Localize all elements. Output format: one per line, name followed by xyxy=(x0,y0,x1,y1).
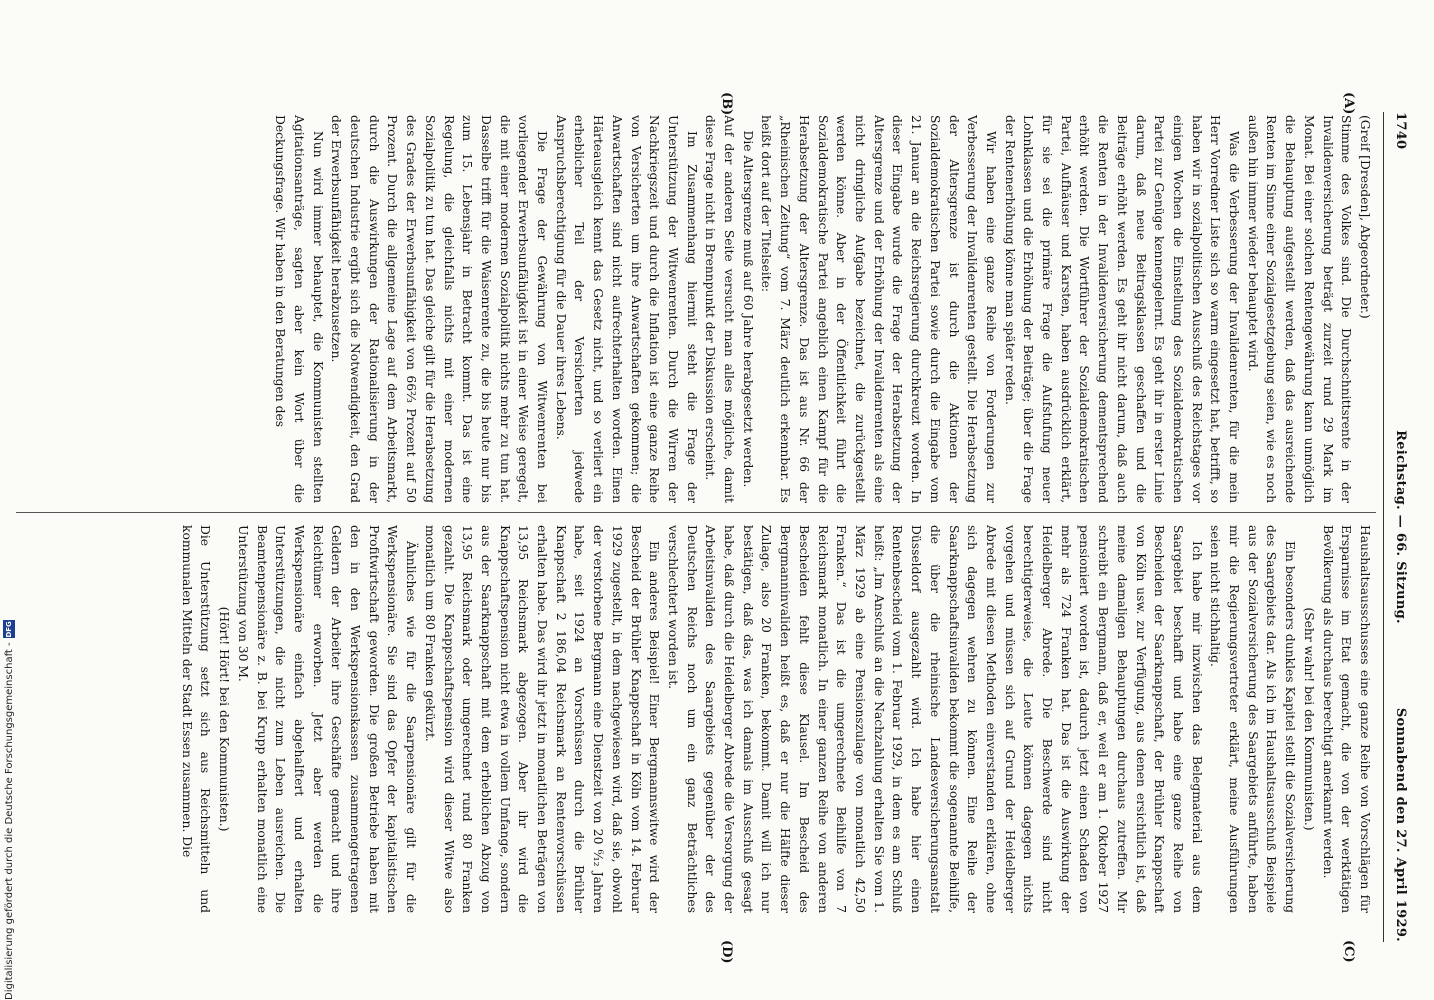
margin-marker-a: (A) xyxy=(1341,92,1356,115)
digitization-note xyxy=(2,10,16,1000)
paragraph: Ich habe mir inzwischen das Belegmaterial aus dem Saargebiet beschafft und habe eine ganze Reihe von Bescheiden der Saarknappschaft, der Brühler Knappschaft von Köln usw. zur Verfügung, aus denen ersichtlich ist, daß meine damaligen Behauptungen durchaus zutreffen. Mir schreibt ein Bergmann, daß er, weil er am 1. Oktober 1927 pensioniert worden ist, dadurch jetzt einen Schaden von mehr als 724 Franken hat. Das ist die Auswirkung der Heidelberger Abrede. Die Beschwerde sind nicht berechtigterweise, die Leute können dagegen nichts vorgehen und müssen sich auf Grund der Heidelberger Abrede mit diesen Methoden einverstanden erklären, ohne sich dagegen wehren zu können. Eine Reihe der Saarknappschaftsinvaliden bekommt die sogenannte Beihilfe, die über die rheinische Landesversicherungsanstalt Düsseldorf ausgezahlt wird. Ich habe hier einen Rentenbescheid vom 1. Februar 1929, in dem es am Schluß heißt: „Im Anschluß an die Nachzahlung erhalten Sie vom 1. März 1929 ab eine Pensionszulage von monatlich 42,50 Franken.“ Das ist die umgerechnete Beihilfe von 7 Reichsmark monatlich. In einer ganzen Reihe von anderen Bescheiden fehlt diese Klausel. Im Bescheid des Bergmanninvaliden heißt es, daß er nur die Hälfte dieser Zulage, also 20 Franken, bekommt. Damit will ich nur bestätigen, daß das, was ich damals im Ausschuß gesagt habe, daß durch die Heidelberger Abrede die Versorgung der Arbeitsinvaliden des Saargebiets gegenüber der des Deutschen Reichs noch um ein ganz Beträchtliches verschlechtert worden ist. xyxy=(665,525,1204,913)
column-divider xyxy=(16,512,1376,513)
margin-marker-c: (C) xyxy=(1341,940,1356,963)
header-date: Sonnabend den 27. April 1929. xyxy=(1393,707,1408,942)
paragraph: Wir haben eine ganze Reihe von Forderungen zur Verbesserung der Invalidenrenten gestellt. Die Herabsetzung der Altersgrenze ist durch die Aktionen der Sozialdemokratischen Partei sowie durch die Eingabe vom 21. Januar an die Reichsregierung durchkreuzt worden. In dieser Eingabe wurde die Frage der Herabsetzung der Altersgrenze und der Erhöhung der Invalidenrenten als eine nicht dringliche Aufgabe bezeichnet, die zurückgestellt werden könne. Aber in der Öffentlichkeit führt die Sozialdemokratische Partei angeblich einen Kampf für die Herabsetzung der Altersgrenze. Das ist aus Nr. 66 der „Rheinischen Zeitung“ vom 7. März deutlich erkennbar. Es heißt dort auf der Titelseite: xyxy=(759,115,998,503)
margin-marker-b: (B) xyxy=(719,92,734,116)
page-number: 1740 xyxy=(1393,112,1408,150)
header-title: Reichstag. — 66. Sitzung. xyxy=(1393,430,1408,624)
paragraph: Die Frage der Gewährung von Witwenrenten bei vorliegender Erwerbsunfähigkeit ist in einer Weise geregelt, die mit einer modernen Sozialpolitik nichts mehr zu tun hat. Dasselbe trifft für die Waisenrente zu, die bis heute nur bis zum 15. Lebensjahr in Betracht kommt. Das ist eine Regelung, die gleichfalls nichts mit einer modernen Sozialpolitik zu tun hat. Das gleiche gilt für die Herabsetzung des Grades der Erwerbsunfähigkeit von 66⅔ Prozent auf 50 Prozent. Durch die allgemeine Lage auf dem Arbeitsmarkt, durch die Auswirkungen der Rationalisierung in der deutschen Industrie ergibt sich die Notwendigkeit, den Grad der Erwerbsunfähigkeit herabzusetzen. xyxy=(329,115,550,503)
right-column xyxy=(14,525,1374,913)
quote: Die Altersgrenze muß auf 60 Jahre herabgesetzt werden. xyxy=(740,130,755,488)
dfg-logo: DFG xyxy=(5,621,13,638)
paragraph: Ein anderes Beispiel! Einer Bergmannswitwe wird der Bescheid der Brühler Knappschaft in Köln vom 14. Februar 1929 zugestellt, in dem nachgewiesen wird, daß sie, obwohl der verstorbene Bergmann eine Dienstzeit von 20 ⁶⁄₁₂ Jahren habe, seit 1924 an Vorschüssen durch die Brühler Knappschaft 2 186,04 Reichsmark an Rentenvorschüssen erhalten habe. Das wird ihr jetzt in monatlichen Beträgen von 13,95 Reichsmark abgezogen. Aber ihr wird die Knappschaftspension nicht etwa in vollem Umfange, sondern aus der Saarknappschaft mit dem erheblichen Abzug von 13,95 Reichsmark oder umgerechnet rund 80 Franken gezahlt. Die Knappschaftspension wird dieser Witwe also monatlich um 80 Franken gekürzt. xyxy=(422,525,662,913)
paragraph: Haushaltsausschusses eine ganze Reihe von Vorschlägen für Ersparnisse im Etat gemacht, die von der werktätigen Bevölkerung als durchaus berechtigt anerkannt werden. xyxy=(1320,525,1372,913)
paragraph: Die Unterstützung setzt sich aus Reichsmitteln und kommunalen Mitteln der Stadt Essen zusammen. Die xyxy=(179,525,213,913)
paragraph: Was die Verbesserung der Invalidenrenten, für die mein Herr Vorredner Liste sich so warm eingesetzt hat, betrifft, so haben wir in sozialpolitischen Ausschuß des Reichstages vor einigen Wochen die Einstellung des Sozialdemokratischen Partei zur Genüge kennengelernt. Es geht ihr in erster Linie darum, daß neue Beitragsklassen geschaffen und die Beiträge erhöht werden. Es geht ihr nicht darum, daß auch die Renten in der Invalidenversicherung dementsprechend erhöht werden. Die Wortführer der Sozialdemokratischen Partei, Aufhäuser und Karsten, haben ausdrücklich erklärt, für sie sei die primäre Frage die Aufstufung neuer Lohnklassen und die Erhöhung der Beiträge; über die Frage der Rentenerhöhung könne man später reden. xyxy=(1002,115,1242,503)
interjection: (Hört! Hört! bei den Kommunisten.) xyxy=(217,606,232,832)
left-column xyxy=(14,115,1374,503)
paragraph: (Greif [Dresden], Abgeordneter.) xyxy=(1358,115,1372,319)
header-rule xyxy=(1383,112,1384,942)
margin-marker-d: (D) xyxy=(719,940,734,964)
paragraph: Auf der anderen Seite versucht man alles mögliche, damit diese Frage nicht in Brennpunkt der Diskussion erscheint. xyxy=(703,115,737,503)
paragraph: Nun wird immer behauptet, die Kommunisten stellten Agitationsanträge, sagten aber kein Wort über die Deckungsfrage. Wir haben in den Beratungen des xyxy=(273,115,325,503)
paragraph: Ein besonders dunkles Kapitel stellt die Sozialversicherung des Saargebiets dar. Als ich im Haushaltsausschuß Beispiele aus der Sozialversicherung des Saargebiets anführte, haben mir die Regierungsvertreter erklärt, meine Ausführungen seien nicht stichhaltig. xyxy=(1208,525,1298,913)
page-header xyxy=(1384,112,1408,942)
paragraph: Ähnliches wie für die Saarpensionäre gilt für die Werkspensionäre. Sie sind das Opfer der kapitalistischen Profitwirtschaft geworden. Die großen Betriebe haben mit den in den Werkspensionskassen zusammengetragenen Geldern der Arbeiter ihre Geschäfte gemacht und ihre Reichtümer erworben. Jetzt aber werden die Werkspensionäre einfach abgehalftert und erhalten Unterstützungen, die nicht zum Leben ausreichen. Die Beamtenpensionäre z. B. bei Krupp erhalten monatlich eine Unterstützung von 30 M. xyxy=(235,525,419,913)
paragraph: Im Zusammenhang hiermit steht die Frage der Unterstützung der Witwenrenten. Durch die Wirren der Nachkriegszeit und durch die Inflation ist eine ganze Reihe von Versicherten um ihre Anwartschaften gekommen; die Anwartschaften sind nicht aufrechterhalten worden. Einen Härteausgleich kennt das Gesetz nicht, und so verliert ein erheblicher Teil der Versicherten jedwede Anspruchsberechtigung für die Dauer ihres Lebens. xyxy=(553,115,699,503)
interjection: (Sehr wahr! bei den Kommunisten.) xyxy=(1301,607,1316,831)
paragraph: Stimme des Volkes sind. Die Durchschnittsrente in der Invalidenversicherung beträgt zurzeit rund 29 Mark im Monat. Bei einer solchen Rentengewährung kann unmöglich die Behauptung aufgestellt werden, daß das ausreichende Renten im Sinne einer Sozialgesetzgebung seien, wie es noch außen hin immer wieder behauptet wird. xyxy=(1245,115,1354,503)
digitization-text: Digitalisierung gefördert durch die Deutsche Forschungsgemeinschaft - xyxy=(3,642,15,1000)
